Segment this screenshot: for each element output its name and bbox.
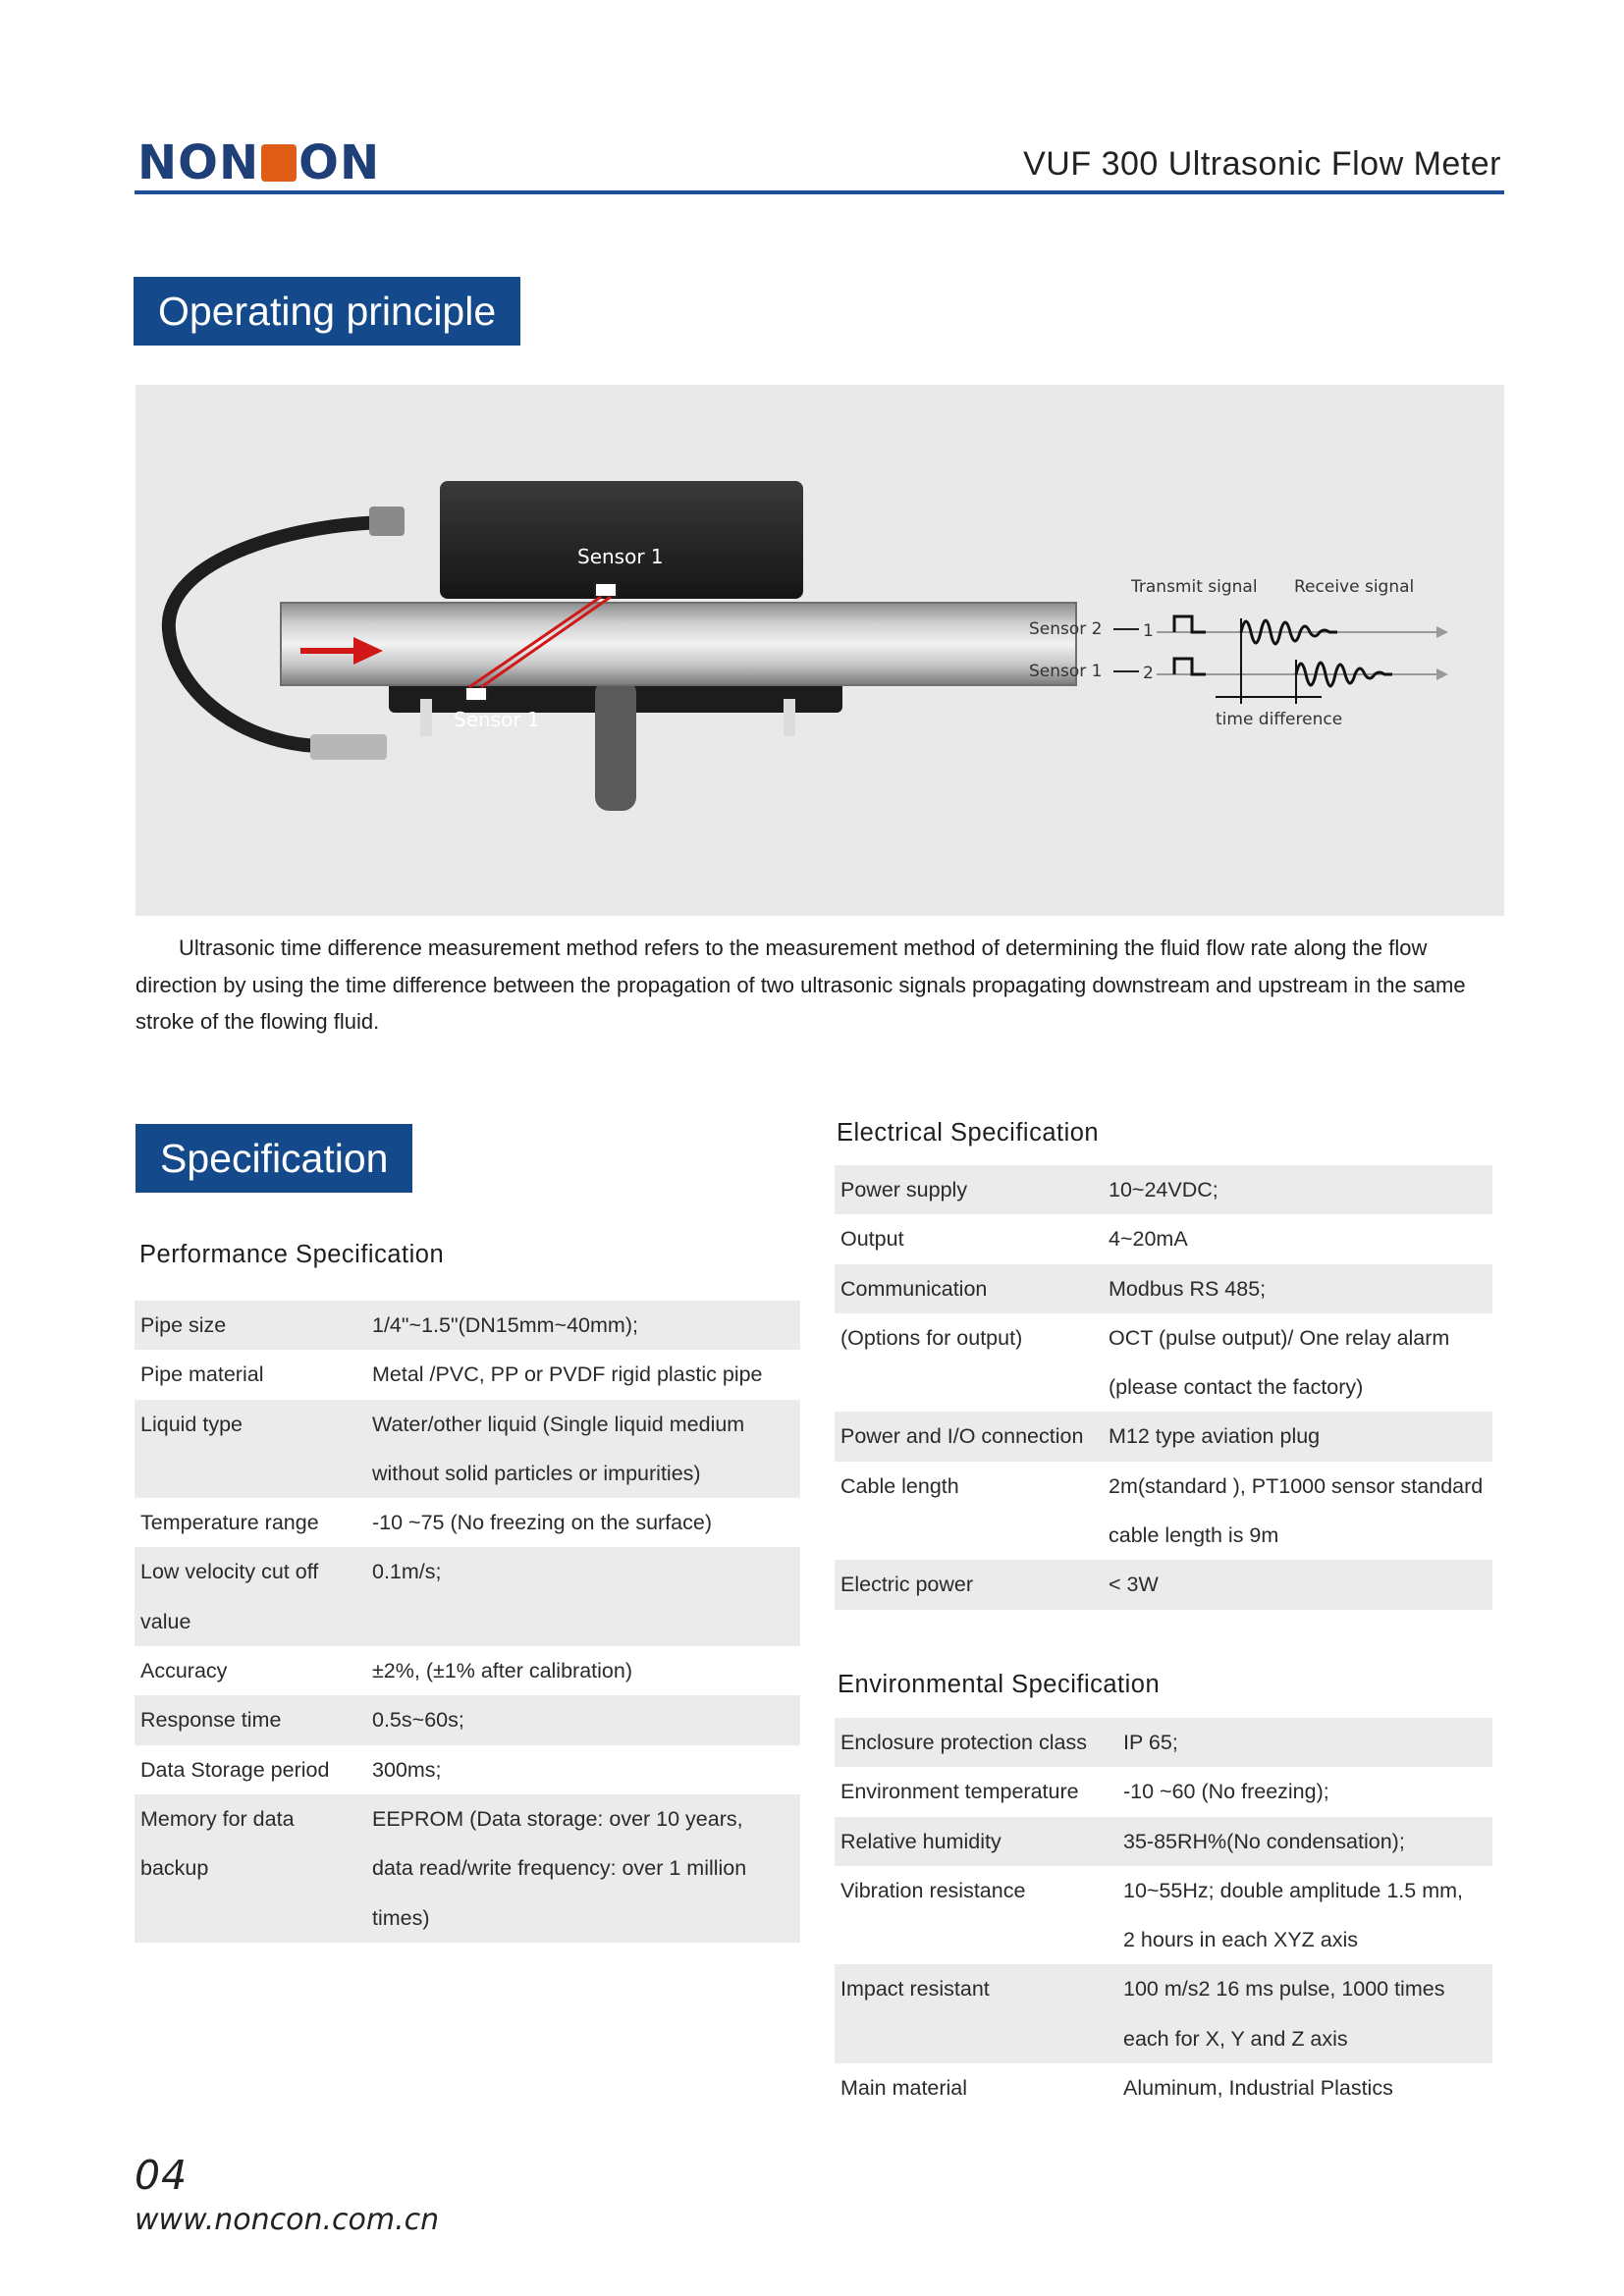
- spec-row: [835, 1718, 1492, 1767]
- spec-key: [135, 1350, 372, 1399]
- transmit-pulse-2: [1174, 659, 1206, 674]
- spec-row: [835, 1817, 1492, 1866]
- spec-key: [135, 1646, 372, 1695]
- sensor-bottom-mark: [465, 687, 487, 701]
- spec-key: [835, 1767, 1123, 1816]
- sensor-top-mark: [595, 583, 617, 597]
- spec-key-line: Impact resistant: [840, 1977, 990, 2002]
- spec-key: [835, 1462, 1109, 1561]
- spec-row: [835, 1165, 1492, 1214]
- pipe: [281, 603, 1076, 685]
- spec-row: [835, 1313, 1492, 1413]
- spec-key: [835, 1165, 1109, 1214]
- spec-row: [135, 1794, 800, 1943]
- spec-value: [1109, 1165, 1492, 1214]
- spec-value-line: (please contact the factory): [1109, 1375, 1364, 1400]
- spec-value-line: EEPROM (Data storage: over 10 years,: [372, 1806, 743, 1831]
- spec-row: [835, 1560, 1492, 1609]
- spec-value-line: 10~24VDC;: [1109, 1178, 1218, 1201]
- spec-row: [135, 1695, 800, 1744]
- spec-row: [835, 1866, 1492, 1965]
- spec-key-line: Pipe size: [140, 1313, 227, 1337]
- fitting-left: [420, 699, 432, 736]
- spec-key-line: Enclosure protection class: [840, 1731, 1087, 1754]
- spec-value: [372, 1547, 800, 1646]
- spec-value: [1123, 1964, 1492, 2063]
- spec-key: [135, 1301, 372, 1350]
- operating-principle-banner: Operating principle: [134, 277, 520, 346]
- spec-row: [835, 1964, 1492, 2063]
- spec-value-line: Water/other liquid (Single liquid medium: [372, 1412, 745, 1436]
- spec-key-line: Relative humidity: [840, 1829, 1001, 1853]
- spec-row: [135, 1646, 800, 1695]
- spec-value-line: times): [372, 1905, 430, 1930]
- time-difference-label: time difference: [1216, 710, 1343, 729]
- spec-value-line: ±2%, (±1% after calibration): [372, 1659, 632, 1683]
- spec-value-line: Metal /PVC, PP or PVDF rigid plastic pipe: [372, 1362, 763, 1387]
- spec-key: [135, 1547, 372, 1646]
- spec-key-line: Vibration resistance: [840, 1878, 1026, 1902]
- spec-key: [135, 1400, 372, 1499]
- spec-value-line: 1/4"~1.5"(DN15mm~40mm);: [372, 1313, 638, 1337]
- spec-value-line: 2 hours in each XYZ axis: [1123, 1928, 1359, 1952]
- spec-value: [1109, 1462, 1492, 1561]
- spec-value-line: 100 m/s2 16 ms pulse, 1000 times: [1123, 1977, 1445, 2002]
- spec-row: [835, 1412, 1492, 1461]
- spec-value: [372, 1695, 800, 1744]
- spec-key-line: Communication: [840, 1276, 988, 1301]
- spec-value: [1123, 2063, 1492, 2112]
- spec-key-line: Accuracy: [140, 1659, 228, 1683]
- environmental-spec-table: [835, 1718, 1492, 2112]
- spec-key: [135, 1745, 372, 1794]
- performance-spec-title: Performance Specification: [139, 1241, 445, 1268]
- spec-value-line: 0.5s~60s;: [372, 1708, 464, 1733]
- electrical-spec-table: [835, 1165, 1492, 1610]
- spec-key: [835, 1866, 1123, 1965]
- fitting-right: [784, 699, 795, 736]
- spec-value-line: each for X, Y and Z axis: [1123, 2026, 1348, 2051]
- spec-row: [835, 1214, 1492, 1263]
- spec-key: [835, 1214, 1109, 1263]
- spec-value-line: cable length is 9m: [1109, 1523, 1279, 1548]
- transmit-pulse-1: [1174, 616, 1206, 632]
- spec-row: [835, 2063, 1492, 2112]
- baseline-1-head: [1436, 626, 1448, 638]
- spec-key-line: Pipe material: [140, 1362, 264, 1387]
- spec-value-line: OCT (pulse output)/ One relay alarm: [1109, 1325, 1450, 1350]
- logo-c-mark: [261, 144, 297, 182]
- spec-key: [835, 1412, 1109, 1461]
- spec-key: [835, 1313, 1109, 1413]
- spec-value-line: 0.1m/s;: [372, 1560, 442, 1584]
- flow-meter-illustration: [135, 385, 1504, 916]
- spec-key-line: Memory for data: [140, 1806, 295, 1831]
- spec-key-line: Low velocity cut off: [140, 1560, 319, 1584]
- spec-key: [835, 2063, 1123, 2112]
- spec-key-line: Main material: [840, 2076, 968, 2101]
- spec-key: [835, 1560, 1109, 1609]
- spec-value: [1109, 1214, 1492, 1263]
- spec-value: [1123, 1817, 1492, 1866]
- environmental-spec-title: Environmental Specification: [838, 1671, 1161, 1698]
- spec-value: [1123, 1767, 1492, 1816]
- spec-row: [835, 1767, 1492, 1816]
- baseline-2-head: [1436, 668, 1448, 680]
- spec-value-line: 2m(standard ), PT1000 sensor standard: [1109, 1473, 1484, 1498]
- spec-key-line: Temperature range: [140, 1511, 319, 1535]
- sensor-top-label: Sensor 1: [577, 545, 664, 568]
- spec-key: [835, 1964, 1123, 2063]
- cable-connector-bottom: [310, 734, 387, 760]
- specification-banner: Specification: [135, 1124, 412, 1193]
- spec-value-line: IP 65;: [1123, 1731, 1178, 1754]
- electrical-spec-title: Electrical Specification: [837, 1119, 1100, 1147]
- spec-value: [372, 1794, 800, 1943]
- spec-value: [1123, 1718, 1492, 1767]
- header-rule: [135, 190, 1504, 194]
- spec-value: [1109, 1313, 1492, 1413]
- spec-value: [372, 1301, 800, 1350]
- spec-value: [1109, 1264, 1492, 1313]
- website-url: www.noncon.com.cn: [135, 2203, 440, 2237]
- spec-key-line: value: [140, 1609, 191, 1633]
- spec-key-line: Liquid type: [140, 1412, 243, 1436]
- spec-value-line: < 3W: [1109, 1573, 1159, 1597]
- channel-1-number: 1: [1143, 621, 1154, 641]
- spec-row: [135, 1400, 800, 1499]
- spec-value-line: M12 type aviation plug: [1109, 1424, 1321, 1449]
- spec-key-line: Response time: [140, 1708, 282, 1733]
- spec-value: [372, 1400, 800, 1499]
- spec-value-line: 4~20mA: [1109, 1227, 1188, 1252]
- spec-value-line: 300ms;: [372, 1757, 442, 1782]
- spec-value: [372, 1745, 800, 1794]
- sensor-bottom-label: Sensor 1: [454, 708, 540, 731]
- sensor1-label: Sensor 1: [1029, 662, 1103, 681]
- transmit-signal-label: Transmit signal: [1131, 577, 1258, 597]
- spec-value: [1123, 1866, 1492, 1965]
- sensor2-label: Sensor 2: [1029, 619, 1103, 639]
- spec-row: [135, 1498, 800, 1547]
- spec-value-line: 10~55Hz; double amplitude 1.5 mm,: [1123, 1878, 1463, 1902]
- product-title: VUF 300 Ultrasonic Flow Meter: [1023, 145, 1501, 183]
- spec-value: [372, 1646, 800, 1695]
- spec-key-line: Data Storage period: [140, 1757, 330, 1782]
- spec-value-line: without solid particles or impurities): [372, 1461, 701, 1485]
- spec-key-line: backup: [140, 1856, 209, 1881]
- spec-key: [135, 1498, 372, 1547]
- spec-row: [135, 1547, 800, 1646]
- spec-key: [135, 1695, 372, 1744]
- spec-value-line: -10 ~60 (No freezing);: [1123, 1780, 1329, 1804]
- spec-value: [1109, 1560, 1492, 1609]
- spec-value-line: -10 ~75 (No freezing on the surface): [372, 1511, 712, 1535]
- spec-key: [135, 1794, 372, 1943]
- page-number: 04: [135, 2152, 189, 2199]
- spec-row: [135, 1301, 800, 1350]
- spec-key-line: Environment temperature: [840, 1780, 1079, 1804]
- spec-value-line: Modbus RS 485;: [1109, 1276, 1267, 1301]
- spec-key: [835, 1264, 1109, 1313]
- operating-principle-paragraph: Ultrasonic time difference measurement method refers to the measurement method of determining the fluid flow rate along the flow direction by using the time difference between the propagation of two ultrasonic signals propagating downstream and upstream in the same stroke of the flowing fluid.: [135, 935, 1466, 1034]
- spec-value: [1109, 1412, 1492, 1461]
- spec-value: [372, 1498, 800, 1547]
- receive-signal-label: Receive signal: [1294, 577, 1415, 597]
- channel-2-number: 2: [1143, 664, 1154, 683]
- spec-key-line: Electric power: [840, 1573, 974, 1597]
- spec-key-line: Power and I/O connection: [840, 1424, 1084, 1449]
- spec-row: [835, 1264, 1492, 1313]
- clamp-handle: [595, 679, 636, 811]
- spec-key-line: (Options for output): [840, 1325, 1023, 1350]
- spec-value-line: data read/write frequency: over 1 million: [372, 1856, 747, 1881]
- spec-key: [835, 1718, 1123, 1767]
- spec-value: [372, 1350, 800, 1399]
- spec-value-line: 35-85RH%(No condensation);: [1123, 1829, 1405, 1853]
- brand-logo: NON ON: [137, 135, 381, 190]
- spec-key-line: Output: [840, 1227, 904, 1252]
- spec-value-line: Aluminum, Industrial Plastics: [1123, 2076, 1393, 2101]
- spec-row: [135, 1745, 800, 1794]
- spec-key-line: Cable length: [840, 1473, 959, 1498]
- spec-key-line: Power supply: [840, 1178, 968, 1201]
- meter-housing: [440, 481, 803, 599]
- spec-key: [835, 1817, 1123, 1866]
- spec-row: [135, 1350, 800, 1399]
- performance-spec-table: [135, 1301, 800, 1943]
- operating-principle-figure: [135, 385, 1504, 916]
- spec-row: [835, 1462, 1492, 1561]
- cable-connector-top: [369, 507, 405, 536]
